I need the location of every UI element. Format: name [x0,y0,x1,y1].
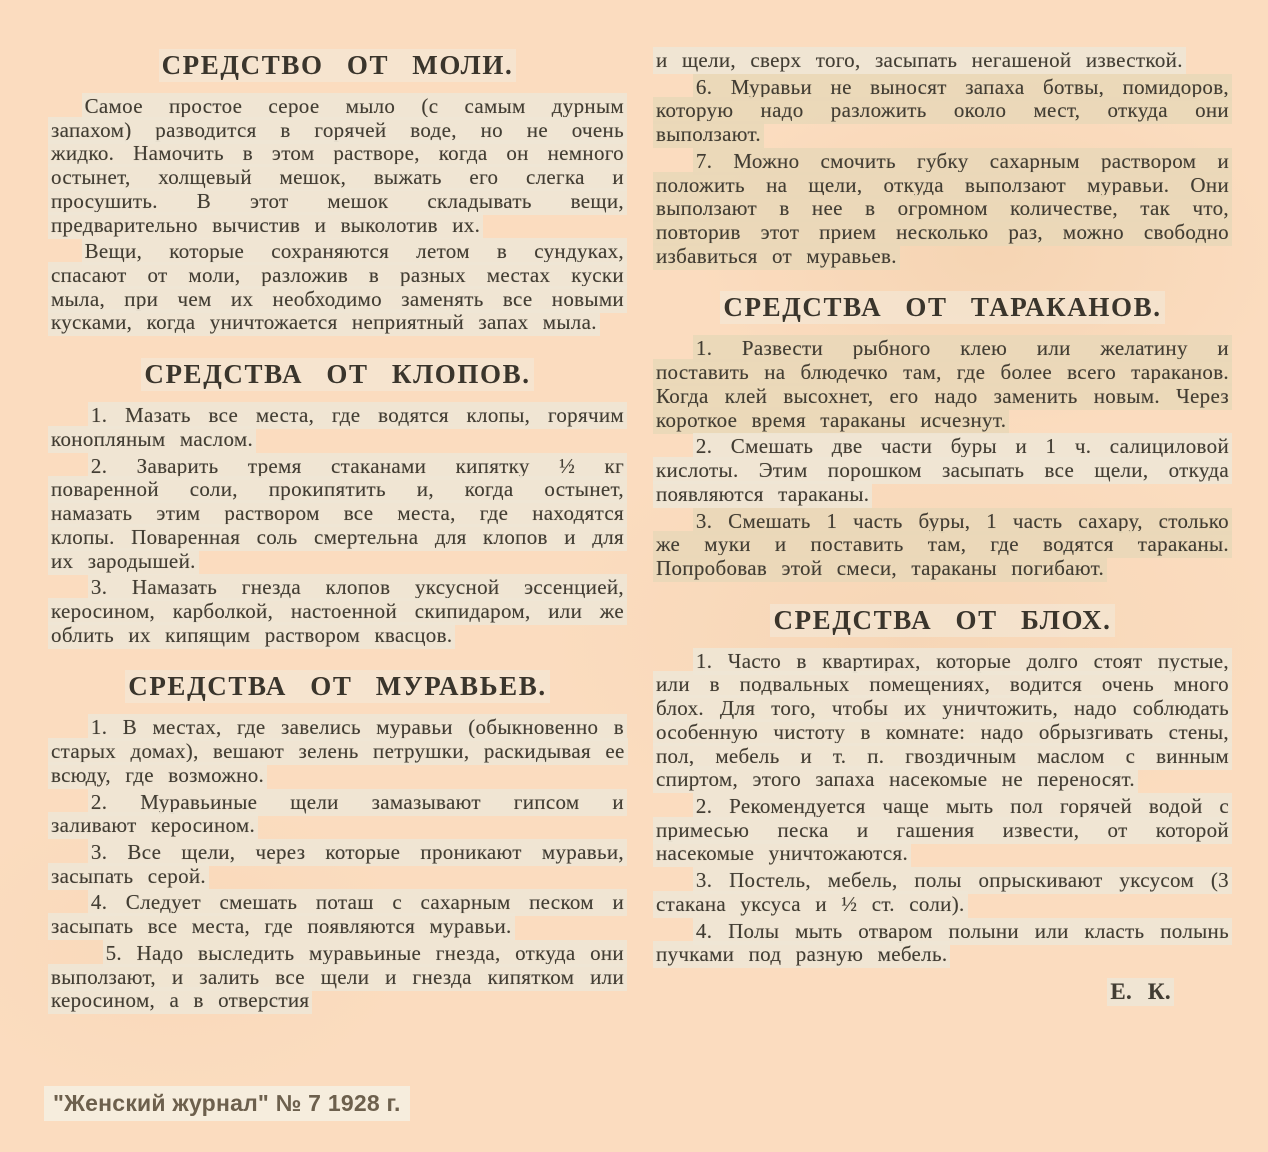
cockroaches-item-1 [653,337,1232,432]
ants-item-7-text: 7. Можно смочить губку сахарным раствором и положить на щели, откуда выползают муравьи. Они выползают в нее в огромном количестве, так что, повторив этот прием несколько раз, можно свободно избавиться от муравьев. [653,148,1232,270]
source-caption [44,1090,410,1117]
ants-item-5 [48,942,627,1013]
author-signature [653,979,1232,1005]
fleas-item-1 [653,650,1232,792]
ants-item-2-text: 2. Муравьиные щели замазывают гипсом и заливают керосином. [48,789,627,840]
author-signature-text: Е. К. [1107,978,1174,1006]
ants-item-2 [48,791,627,838]
section-title-moths [48,50,627,81]
section-title-ants [48,671,627,702]
left-column [48,46,627,1016]
ants-item-4-text: 4. Следует смешать поташ с сахарным песком и засыпать все места, где появляются муравьи. [48,889,627,940]
ants-item-6 [653,76,1232,147]
cockroaches-item-2 [653,435,1232,506]
fleas-item-2-text: 2. Рекомендуется чаще мыть пол горячей водой с примесью песка и гашения извести, от которой насекомые уничтожаются. [653,793,1232,867]
section-title-ants-text: СРЕДСТВА ОТ МУРАВЬЕВ. [125,670,550,703]
fleas-item-3-text: 3. Постель, мебель, полы опрыскивают уксусом (3 стакана уксуса и ½ ст. соли). [653,867,1232,918]
ants-item-3-text: 3. Все щели, через которые проникают муравьи, засыпать серой. [48,839,627,890]
ants-item-5-text: 5. Надо выследить муравьиные гнезда, откуда они выползают, и залить все щели и гнезда кипятком или керосином, а в отверстия [48,940,627,1014]
bedbugs-item-3 [48,576,627,647]
ants-item-1-text: 1. В местах, где завелись муравьи (обыкновенно в старых домах), вешают зелень петрушки, раскидывая ее всюду, где возможно. [48,714,628,788]
ants-item-4 [48,891,627,938]
fleas-item-3 [653,869,1232,916]
section-title-bedbugs-text: СРЕДСТВА ОТ КЛОПОВ. [141,358,533,391]
ants-item-1 [48,716,627,787]
moths-paragraph-1 [48,95,627,237]
section-title-fleas-text: СРЕДСТВА ОТ БЛОХ. [770,604,1114,637]
moths-paragraph-2 [48,240,627,335]
bedbugs-item-1-text: 1. Мазать все места, где водятся клопы, горячим конопляным маслом. [48,402,627,453]
source-caption-text: "Женский журнал" № 7 1928 г. [44,1086,410,1121]
right-column [653,46,1232,1016]
moths-paragraph-1-text: Самое простое серое мыло (с самым дурным запахом) разводится в горячей воде, но не очень жидко. Намочить в этом растворе, когда он немного остынет, холщевый мешок, выжать его слегка и просушить. В этот мешок складывать вещи, предварительно вычистив и выколотив их. [48,93,627,239]
ants-item-3 [48,841,627,888]
cockroaches-item-3-text: 3. Смешать 1 часть буры, 1 часть сахару, столько же муки и поставить там, где водятся тараканы. Попробовав этой смеси, тараканы погибают. [653,508,1232,582]
cockroaches-item-1-text: 1. Развести рыбного клею или желатину и поставить на блюдечко там, где более всего тараканов. Когда клей высохнет, его надо заменить новым. Через короткое время тараканы исчезнут. [653,335,1232,433]
ants-item-7 [653,150,1232,269]
section-title-moths-text: СРЕДСТВО ОТ МОЛИ. [159,49,517,82]
bedbugs-item-3-text: 3. Намазать гнезда клопов уксусной эссенцией, керосином, карболкой, настоенной скипидаром, или же облить их кипящим раствором квасцов. [48,574,627,648]
bedbugs-item-2-text: 2. Заварить тремя стаканами кипятку ½ кг поваренной соли, прокипятить и, когда остынет, намазать этим раствором все места, где находятся клопы. Поваренная соль смертельна для клопов и для их зародышей. [48,453,627,575]
ants-item-5-continuation [653,49,1232,73]
fleas-item-2 [653,795,1232,866]
section-title-cockroaches-text: СРЕДСТВА ОТ ТАРАКАНОВ. [720,291,1164,324]
cockroaches-item-3 [653,510,1232,581]
bedbugs-item-2 [48,455,627,574]
section-title-cockroaches [653,292,1232,323]
fleas-item-1-text: 1. Часто в квартирах, которые долго стоят пустые, или в подвальных помещениях, водится очень много блох. Для того, чтобы их уничтожить, надо соблюдать особенную чистоту в комнате: надо обрызгивать стены, пол, мебель и т. п. гвоздичным маслом с винным спиртом, этого запаха насекомые не переносят. [653,648,1232,794]
fleas-item-4 [653,920,1232,967]
fleas-item-4-text: 4. Полы мыть отваром полыни или класть полынь пучками под разную мебель. [653,918,1232,969]
ants-item-5-continuation-text: и щели, сверх того, засыпать негашеной известкой. [653,47,1186,74]
ants-item-6-text: 6. Муравьи не выносят запаха ботвы, помидоров, которую надо разложить около мест, откуда они выползают. [653,74,1232,148]
cockroaches-item-2-text: 2. Смешать две части буры и 1 ч. салициловой кислоты. Этим порошком засыпать все щели, откуда появляются тараканы. [653,433,1232,507]
section-title-bedbugs [48,359,627,390]
section-title-fleas [653,605,1232,636]
bedbugs-item-1 [48,404,627,451]
moths-paragraph-2-text: Вещи, которые сохраняются летом в сундуках, спасают от моли, разложив в разных местах куски мыла, при чем их необходимо заменять все новыми кусками, когда уничтожается неприятный запах мыла. [48,238,627,336]
